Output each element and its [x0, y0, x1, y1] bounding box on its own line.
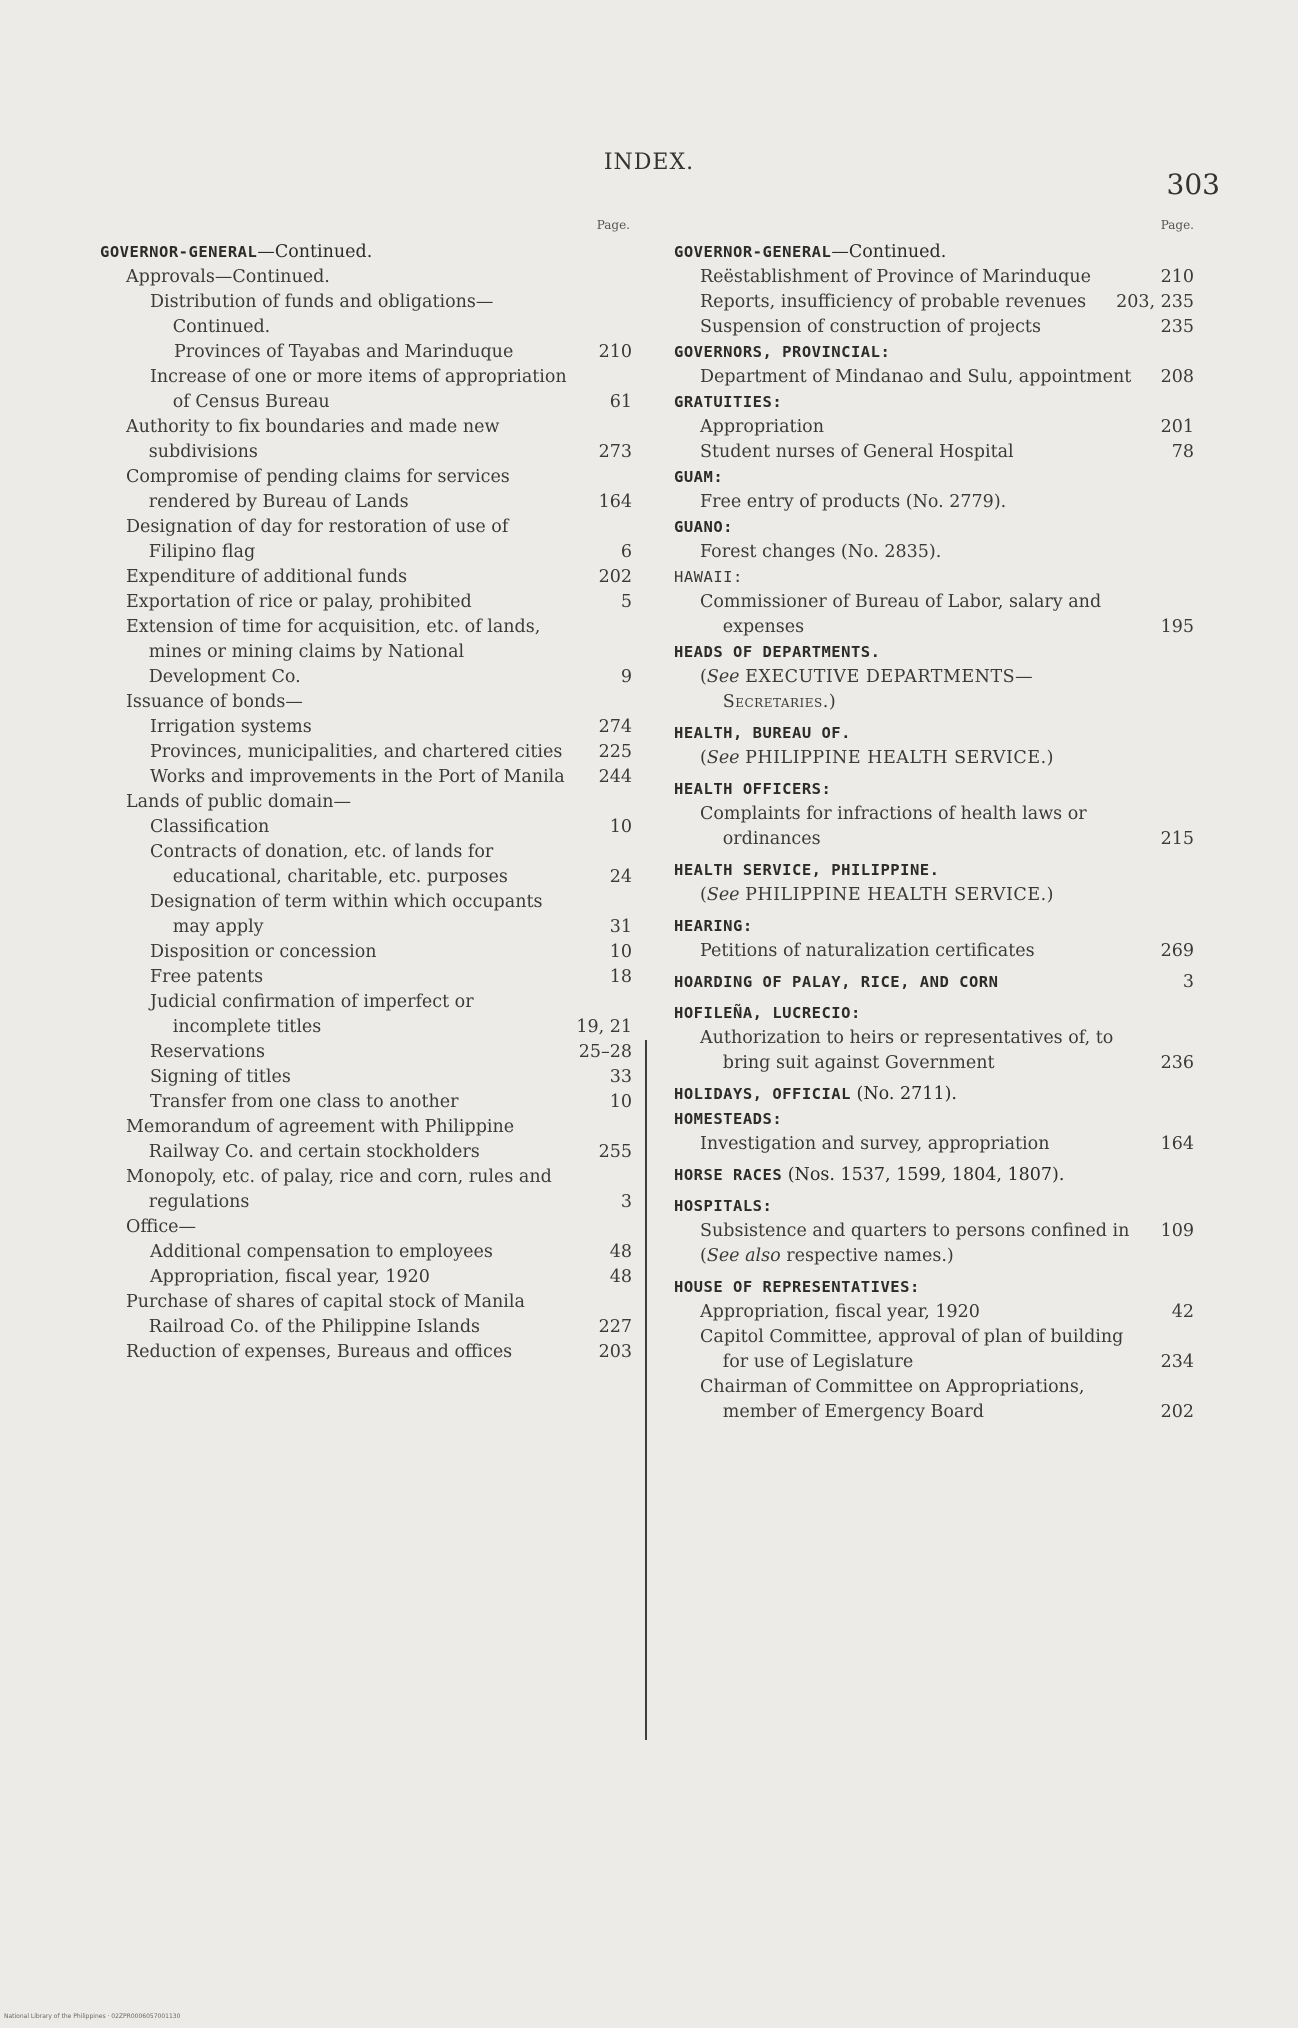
index-heading: [674, 1163, 1194, 1188]
index-entry: [674, 1026, 1194, 1076]
running-head: INDEX.: [603, 150, 695, 175]
index-entry: [100, 740, 632, 765]
page-column-label: Page.: [1160, 218, 1194, 232]
entry-label: GRATUITIES:: [674, 393, 783, 411]
entry-label: HEADS OF DEPARTMENTS.: [674, 643, 881, 661]
index-entry: [674, 1300, 1194, 1325]
entry-label: GOVERNORS, PROVINCIAL:: [674, 343, 891, 361]
page-reference: 19, 21: [576, 1017, 632, 1037]
entry-label: Investigation and survey, appropriation: [700, 1134, 1050, 1154]
index-heading: [100, 240, 632, 265]
entry-text: [700, 490, 1132, 515]
entry-label: Purchase of shares of capital stock of Manila Railroad Co. of the Philippine Islands: [126, 1292, 525, 1337]
entry-label: HOFILEÑA, LUCRECIO:: [674, 1004, 861, 1022]
entry-label: Provinces of Tayabas and Marinduque: [174, 342, 514, 362]
index-entry: [674, 440, 1194, 465]
see-reference-label: See also: [706, 1246, 781, 1266]
entry-label: Authority to fix boundaries and made new subdivisions: [126, 417, 500, 462]
entry-text: [674, 1107, 1132, 1132]
see-reference-label: See: [706, 667, 740, 687]
index-heading: [674, 858, 1194, 883]
entry-label: HEALTH OFFICERS:: [674, 780, 832, 798]
entry-text: [700, 315, 1132, 340]
entry-label: Department of Mindanao and Sulu, appointment: [700, 367, 1132, 387]
page-reference: 3: [620, 1192, 632, 1212]
entry-text: [674, 858, 1132, 883]
index-entry: [100, 890, 632, 940]
entry-text: [150, 1065, 570, 1090]
entry-text: [674, 970, 1132, 995]
entry-label: Authorization to heirs or representatives of, to bring suit against Government: [700, 1028, 1114, 1073]
index-entry: [674, 1244, 1194, 1269]
entry-label: GOVERNOR-GENERAL: [100, 243, 258, 261]
index-entry: [674, 746, 1194, 771]
page-reference: 10: [609, 1092, 632, 1112]
entry-label: HEALTH SERVICE, PHILIPPINE.: [674, 861, 940, 879]
index-entry: [100, 1290, 632, 1340]
entry-text: [674, 465, 1132, 490]
index-entry: [100, 365, 632, 415]
entry-text: [126, 790, 570, 815]
page-reference: 225: [598, 742, 632, 762]
page-reference: 78: [1171, 442, 1194, 462]
page-reference: 210: [598, 342, 632, 362]
page-reference: 269: [1160, 941, 1194, 961]
entry-label: Commissioner of Bureau of Labor, salary and expenses: [700, 592, 1102, 637]
entry-label: Irrigation systems: [150, 717, 312, 737]
entry-label: Exportation of rice or palay, prohibited: [126, 592, 472, 612]
see-reference-target: PHILIPPINE HEALTH SERVICE.: [745, 885, 1047, 905]
see-reference-label: See: [706, 748, 740, 768]
page-reference: 201: [1160, 417, 1194, 437]
index-entry: [100, 965, 632, 990]
index-entry: [100, 1040, 632, 1065]
entry-text: [150, 1040, 570, 1065]
entry-text: [674, 340, 1132, 365]
page-reference: 9: [620, 667, 632, 687]
page-reference: 42: [1171, 1302, 1194, 1322]
page-reference: 244: [598, 767, 632, 787]
entry-suffix: (No. 2711).: [850, 1084, 957, 1104]
index-entry: [674, 1132, 1194, 1157]
page-reference: 18: [609, 967, 632, 987]
entry-label: Free entry of products (No. 2779).: [700, 492, 1007, 512]
entry-label: Petitions of naturalization certificates: [700, 941, 1035, 961]
index-entry: [100, 615, 632, 690]
index-heading: [674, 515, 1194, 540]
entry-text: [126, 1215, 570, 1240]
entry-label: GOVERNOR-GENERAL: [674, 243, 832, 261]
entry-label: Appropriation, fiscal year, 1920: [150, 1267, 430, 1287]
entry-text: [150, 365, 570, 415]
entry-label: Reëstablishment of Province of Marinduque: [700, 267, 1091, 287]
index-entry: [674, 883, 1194, 908]
entry-text: [150, 990, 570, 1040]
entry-text: [126, 615, 570, 690]
entry-text: [126, 1165, 570, 1215]
page-reference: 255: [598, 1142, 632, 1162]
entry-label: HOARDING OF PALAY, RICE, AND CORN: [674, 973, 999, 991]
entry-text: [700, 1132, 1132, 1157]
entry-label: Expenditure of additional funds: [126, 567, 408, 587]
entry-text: [126, 1340, 570, 1365]
entry-label: Reduction of expenses, Bureaus and offices: [126, 1342, 513, 1362]
page-reference: 31: [609, 917, 632, 937]
entry-text: [674, 390, 1132, 415]
entry-text: [126, 465, 570, 515]
entry-text: [100, 240, 570, 265]
entry-label: Capitol Committee, approval of plan of building for use of Legislature: [700, 1327, 1124, 1372]
index-entry: [100, 765, 632, 790]
page-reference: 195: [1160, 617, 1194, 637]
entry-text: [150, 1090, 570, 1115]
entry-label: Transfer from one class to another: [150, 1092, 459, 1112]
entry-text: [700, 415, 1132, 440]
index-heading: [674, 1194, 1194, 1219]
entry-text: [674, 1275, 1132, 1300]
entry-label: HORSE RACES: [674, 1166, 783, 1184]
page-reference: 208: [1160, 367, 1194, 387]
index-entry: [674, 490, 1194, 515]
index-entry: [100, 1165, 632, 1215]
entry-label: Extension of time for acquisition, etc. of lands, mines or mining claims by National Development Co.: [126, 617, 541, 687]
page-reference: 109: [1160, 1221, 1194, 1241]
entry-label: Memorandum of agreement with Philippine Railway Co. and certain stockholders: [126, 1117, 515, 1162]
see-reference-target: PHILIPPINE HEALTH SERVICE.: [745, 748, 1047, 768]
entry-label: Suspension of construction of projects: [700, 317, 1041, 337]
footer-note: National Library of the Philippines · 02ZPR0006057001130: [4, 2013, 181, 2020]
entry-text: [674, 1001, 1132, 1026]
index-entry: [100, 565, 632, 590]
index-heading: [674, 721, 1194, 746]
entry-text: [700, 1325, 1132, 1375]
page-reference: 48: [609, 1242, 632, 1262]
index-heading: [674, 1082, 1194, 1107]
entry-text: [126, 265, 570, 290]
entry-label: Office—: [126, 1217, 197, 1237]
page-reference: 24: [609, 867, 632, 887]
entry-text: [150, 715, 570, 740]
index-entry: [100, 1265, 632, 1290]
entry-text: [126, 565, 570, 590]
index-entry: [100, 990, 632, 1040]
page-column-label: Page.: [596, 218, 630, 232]
entry-text: [674, 1163, 1132, 1188]
entry-suffix: —Continued.: [831, 242, 947, 262]
entry-text: [674, 914, 1132, 939]
entry-label: Student nurses of General Hospital: [700, 442, 1014, 462]
index-column-left: [100, 218, 632, 1365]
page-reference: 61: [609, 392, 632, 412]
entry-text: [150, 890, 570, 940]
entry-text: [700, 1026, 1132, 1076]
index-entry: [674, 802, 1194, 852]
entry-text: [700, 365, 1132, 390]
index-entry: [674, 1375, 1194, 1425]
index-entry: [674, 365, 1194, 390]
index-entry: [100, 790, 632, 815]
entry-label: Works and improvements in the Port of Manila: [150, 767, 565, 787]
entry-label: Designation of day for restoration of use of Filipino flag: [126, 517, 509, 562]
index-entry: [100, 1340, 632, 1365]
entry-label: Subsistence and quarters to persons confined in: [700, 1221, 1130, 1241]
entry-text: [700, 802, 1132, 852]
entry-text: [700, 590, 1132, 640]
page-reference: 202: [598, 567, 632, 587]
entry-label: Reservations: [150, 1042, 265, 1062]
page-reference: 227: [598, 1317, 632, 1337]
index-entry: [674, 939, 1194, 964]
entry-label: Chairman of Committee on Appropriations, member of Emergency Board: [700, 1377, 1085, 1422]
index-entry: [100, 840, 632, 890]
entry-text: [150, 940, 570, 965]
entry-label: HEARING:: [674, 917, 753, 935]
index-heading: [674, 914, 1194, 939]
entry-text: [674, 1082, 1132, 1107]
page-reference: 5: [620, 592, 632, 612]
entry-text: (See PHILIPPINE HEALTH SERVICE.): [700, 748, 1054, 768]
page-reference: 234: [1160, 1352, 1194, 1372]
entry-text: [700, 1219, 1132, 1244]
entry-label: Issuance of bonds—: [126, 692, 303, 712]
index-entry: [100, 465, 632, 515]
entry-text: [150, 740, 570, 765]
page-reference: 48: [609, 1267, 632, 1287]
index-heading: [674, 465, 1194, 490]
entry-text: [674, 721, 1132, 746]
index-entry: [100, 515, 632, 565]
page-reference: 236: [1160, 1053, 1194, 1073]
page-reference: 33: [609, 1067, 632, 1087]
entry-label: GUANO:: [674, 518, 733, 536]
column-divider: [645, 1040, 647, 1740]
entry-text: [126, 1290, 570, 1340]
entry-text: [700, 265, 1132, 290]
entry-text: [700, 540, 1132, 565]
entry-text: [150, 1265, 570, 1290]
see-reference-target: EXECUTIVE DEPARTMENTS—Secretaries.: [722, 667, 1034, 712]
entry-text: (See EXECUTIVE DEPARTMENTS—Secretaries.): [700, 667, 1034, 712]
entry-label: Appropriation: [700, 417, 824, 437]
page-reference: 164: [1160, 1134, 1194, 1154]
page-reference: 274: [598, 717, 632, 737]
entry-text: [126, 1115, 570, 1165]
entry-label: Approvals—Continued.: [126, 267, 330, 287]
entry-text: [674, 777, 1132, 802]
page-reference: 215: [1160, 829, 1194, 849]
entry-text: [700, 939, 1132, 964]
index-heading: [674, 1275, 1194, 1300]
entry-text: [126, 415, 570, 465]
index-heading: [674, 340, 1194, 365]
page-reference: 25–28: [578, 1042, 632, 1062]
entry-label: Classification: [150, 817, 270, 837]
index-entry: [674, 415, 1194, 440]
index-entry: [100, 340, 632, 365]
index-entry: [100, 590, 632, 615]
entry-text: [674, 515, 1132, 540]
entry-text: [700, 290, 1132, 315]
index-entry: [100, 265, 632, 290]
entry-text: [150, 815, 570, 840]
entry-text: [150, 965, 570, 990]
entry-label: Reports, insufficiency of probable revenues: [700, 292, 1087, 312]
index-heading: [674, 1001, 1194, 1026]
index-heading: [674, 1107, 1194, 1132]
index-entry: [674, 290, 1194, 315]
index-entry-list: [100, 218, 632, 1365]
page-reference: 10: [609, 817, 632, 837]
entry-label: HOUSE OF REPRESENTATIVES:: [674, 1278, 920, 1296]
index-entry: [674, 265, 1194, 290]
entry-text: [126, 515, 570, 565]
page-reference: 273: [598, 442, 632, 462]
entry-text: (See PHILIPPINE HEALTH SERVICE.): [700, 885, 1054, 905]
entry-text: [700, 440, 1132, 465]
index-entry: [100, 715, 632, 740]
entry-text: [126, 590, 570, 615]
entry-label: Free patents: [150, 967, 264, 987]
index-entry: [100, 815, 632, 840]
entry-label: Judicial confirmation of imperfect or incomplete titles: [150, 992, 474, 1037]
entry-text: [674, 1194, 1132, 1219]
index-heading: [674, 390, 1194, 415]
entry-label: Appropriation, fiscal year, 1920: [700, 1302, 980, 1322]
page-reference: 10: [609, 942, 632, 962]
entry-label: Contracts of donation, etc. of lands for educational, charitable, etc. purposes: [150, 842, 508, 887]
entry-text: [150, 290, 570, 340]
entry-label: Increase of one or more items of appropriation of Census Bureau: [150, 367, 567, 412]
index-heading: [674, 777, 1194, 802]
index-heading: [674, 970, 1194, 995]
index-entry: [100, 290, 632, 340]
index-heading: [674, 240, 1194, 265]
entry-label: Compromise of pending claims for services rendered by Bureau of Lands: [126, 467, 510, 512]
page-reference: 203, 235: [1116, 292, 1194, 312]
index-entry: [674, 1325, 1194, 1375]
entry-label: Forest changes (No. 2835).: [700, 542, 942, 562]
entry-label: HOLIDAYS, OFFICIAL: [674, 1085, 851, 1103]
index-entry: [674, 665, 1194, 715]
index-entry: [674, 1219, 1194, 1244]
page-reference: 210: [1160, 267, 1194, 287]
entry-label: HOSPITALS:: [674, 1197, 773, 1215]
index-entry: [100, 1115, 632, 1165]
entry-suffix: —Continued.: [257, 242, 373, 262]
see-reference-label: See: [706, 885, 740, 905]
entry-text: [150, 840, 570, 890]
entry-label: HEALTH, BUREAU OF.: [674, 724, 851, 742]
entry-label: Disposition or concession: [150, 942, 377, 962]
page-reference: 235: [1160, 317, 1194, 337]
index-entry: [674, 590, 1194, 640]
entry-text: [674, 240, 1132, 265]
entry-text: [150, 1240, 570, 1265]
entry-label: Monopoly, etc. of palay, rice and corn, rules and regulations: [126, 1167, 552, 1212]
entry-label: Additional compensation to employees: [150, 1242, 493, 1262]
page-reference: 6: [620, 542, 632, 562]
page-reference: 202: [1160, 1402, 1194, 1422]
entry-label: Complaints for infractions of health laws or ordinances: [700, 804, 1087, 849]
entry-label: Lands of public domain—: [126, 792, 352, 812]
see-reference-target: respective names.: [786, 1246, 947, 1266]
index-entry-list: [674, 218, 1194, 1425]
entry-text: [674, 640, 1132, 665]
index-entry: [100, 690, 632, 715]
index-entry: [100, 940, 632, 965]
index-entry: [674, 540, 1194, 565]
page-reference: 3: [1182, 972, 1194, 992]
entry-label: Distribution of funds and obligations—Continued.: [150, 292, 494, 337]
entry-text: [700, 1300, 1132, 1325]
index-column-right: [674, 218, 1194, 1425]
page-reference: 164: [598, 492, 632, 512]
index-heading: [674, 640, 1194, 665]
entry-label: Provinces, municipalities, and chartered cities: [150, 742, 563, 762]
page-reference: 203: [598, 1342, 632, 1362]
index-entry: [100, 1240, 632, 1265]
entry-text: [674, 565, 1132, 590]
index-entry: [100, 1065, 632, 1090]
entry-text: (See also respective names.): [700, 1246, 954, 1266]
entry-label: Signing of titles: [150, 1067, 291, 1087]
index-entry: [674, 315, 1194, 340]
index-entry: [100, 1215, 632, 1240]
index-entry: [100, 1090, 632, 1115]
page-number: 303: [1166, 168, 1220, 201]
entry-label: HAWAII:: [674, 568, 743, 586]
entry-text: [700, 1375, 1132, 1425]
entry-label: Designation of term within which occupants may apply: [150, 892, 543, 937]
entry-label: GUAM:: [674, 468, 724, 486]
entry-text: [174, 340, 570, 365]
entry-label: HOMESTEADS:: [674, 1110, 783, 1128]
entry-text: [126, 690, 570, 715]
entry-text: [150, 765, 570, 790]
index-entry: [100, 415, 632, 465]
entry-suffix: (Nos. 1537, 1599, 1804, 1807).: [782, 1165, 1065, 1185]
index-heading: [674, 565, 1194, 590]
